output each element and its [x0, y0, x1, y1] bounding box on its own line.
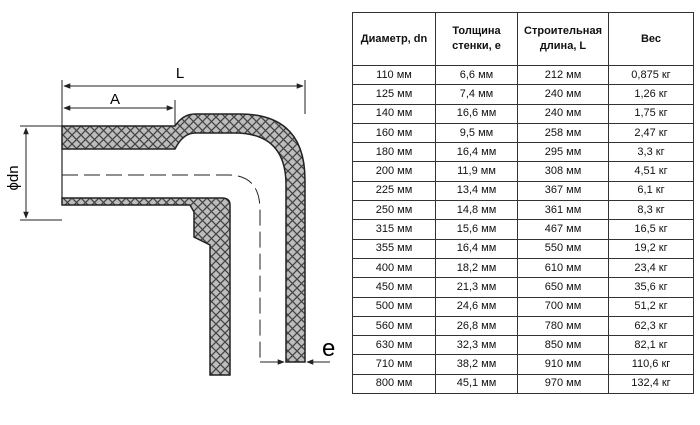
cell-build-length: 240 мм: [518, 85, 609, 104]
cell-wall-thickness: 18,2 мм: [436, 258, 518, 277]
table-row: [353, 355, 694, 374]
cell-weight: 62,3 кг: [609, 316, 694, 335]
cell-diameter: 630 мм: [353, 336, 436, 355]
table-row: [353, 374, 694, 393]
cell-diameter: 200 мм: [353, 162, 436, 181]
cell-diameter: 110 мм: [353, 66, 436, 85]
cell-wall-thickness: 16,4 мм: [436, 239, 518, 258]
header-build-length: Строительная длина, L: [518, 13, 609, 66]
cell-weight: 1,75 кг: [609, 104, 694, 123]
cell-diameter: 355 мм: [353, 239, 436, 258]
cell-diameter: 800 мм: [353, 374, 436, 393]
cell-wall-thickness: 15,6 мм: [436, 220, 518, 239]
cell-build-length: 258 мм: [518, 123, 609, 142]
cell-build-length: 650 мм: [518, 278, 609, 297]
cell-weight: 110,6 кг: [609, 355, 694, 374]
header-wall-thickness: Толщина стенки, е: [436, 13, 518, 66]
cell-weight: 132,4 кг: [609, 374, 694, 393]
cell-wall-thickness: 24,6 мм: [436, 297, 518, 316]
table-row: [353, 162, 694, 181]
cell-diameter: 450 мм: [353, 278, 436, 297]
cell-build-length: 295 мм: [518, 143, 609, 162]
cell-build-length: 467 мм: [518, 220, 609, 239]
cell-wall-thickness: 38,2 мм: [436, 355, 518, 374]
cell-wall-thickness: 32,3 мм: [436, 336, 518, 355]
cell-wall-thickness: 45,1 мм: [436, 374, 518, 393]
table-row: [353, 123, 694, 142]
table-row: [353, 66, 694, 85]
cell-diameter: 180 мм: [353, 143, 436, 162]
spec-table: [352, 12, 694, 394]
table-row: [353, 181, 694, 200]
cell-weight: 1,26 кг: [609, 85, 694, 104]
cell-weight: 82,1 кг: [609, 336, 694, 355]
cell-wall-thickness: 13,4 мм: [436, 181, 518, 200]
dimension-dn-label: ϕdn: [5, 165, 22, 191]
table-row: [353, 258, 694, 277]
table-row: [353, 297, 694, 316]
cell-weight: 35,6 кг: [609, 278, 694, 297]
table-row: [353, 239, 694, 258]
cell-diameter: 710 мм: [353, 355, 436, 374]
table-header-row: [353, 13, 694, 66]
cell-build-length: 850 мм: [518, 336, 609, 355]
table-row: [353, 336, 694, 355]
cell-build-length: 240 мм: [518, 104, 609, 123]
cell-weight: 19,2 кг: [609, 239, 694, 258]
table-row: [353, 316, 694, 335]
elbow-inner-wall: [62, 198, 230, 375]
cell-wall-thickness: 6,6 мм: [436, 66, 518, 85]
elbow-outer-wall: [62, 114, 305, 362]
cell-weight: 16,5 кг: [609, 220, 694, 239]
dimension-e-label: e: [322, 335, 336, 362]
cell-weight: 23,4 кг: [609, 258, 694, 277]
cell-weight: 8,3 кг: [609, 201, 694, 220]
cell-diameter: 140 мм: [353, 104, 436, 123]
cell-build-length: 970 мм: [518, 374, 609, 393]
cell-weight: 4,51 кг: [609, 162, 694, 181]
cell-wall-thickness: 11,9 мм: [436, 162, 518, 181]
table-row: [353, 85, 694, 104]
cell-weight: 51,2 кг: [609, 297, 694, 316]
cell-build-length: 308 мм: [518, 162, 609, 181]
header-diameter: Диаметр, dn: [353, 13, 436, 66]
cell-diameter: 125 мм: [353, 85, 436, 104]
table-row: [353, 220, 694, 239]
cell-weight: 6,1 кг: [609, 181, 694, 200]
cell-wall-thickness: 16,6 мм: [436, 104, 518, 123]
cell-diameter: 400 мм: [353, 258, 436, 277]
cell-wall-thickness: 21,3 мм: [436, 278, 518, 297]
cell-build-length: 610 мм: [518, 258, 609, 277]
cell-wall-thickness: 9,5 мм: [436, 123, 518, 142]
dimension-l-label: L: [175, 65, 185, 82]
cell-diameter: 160 мм: [353, 123, 436, 142]
cell-wall-thickness: 26,8 мм: [436, 316, 518, 335]
cell-build-length: 780 мм: [518, 316, 609, 335]
cell-diameter: 225 мм: [353, 181, 436, 200]
cell-wall-thickness: 7,4 мм: [436, 85, 518, 104]
table-row: [353, 143, 694, 162]
table-row: [353, 201, 694, 220]
cell-build-length: 550 мм: [518, 239, 609, 258]
cell-build-length: 361 мм: [518, 201, 609, 220]
header-weight: Вес: [609, 13, 694, 66]
cell-weight: 3,3 кг: [609, 143, 694, 162]
cell-diameter: 560 мм: [353, 316, 436, 335]
cell-weight: 0,875 кг: [609, 66, 694, 85]
table-row: [353, 278, 694, 297]
cell-diameter: 315 мм: [353, 220, 436, 239]
table-row: [353, 104, 694, 123]
dimension-a-label: A: [109, 91, 121, 108]
cell-build-length: 212 мм: [518, 66, 609, 85]
cell-wall-thickness: 16,4 мм: [436, 143, 518, 162]
cell-diameter: 500 мм: [353, 297, 436, 316]
cell-build-length: 910 мм: [518, 355, 609, 374]
cell-build-length: 367 мм: [518, 181, 609, 200]
cell-build-length: 700 мм: [518, 297, 609, 316]
cell-wall-thickness: 14,8 мм: [436, 201, 518, 220]
cell-weight: 2,47 кг: [609, 123, 694, 142]
cell-diameter: 250 мм: [353, 201, 436, 220]
